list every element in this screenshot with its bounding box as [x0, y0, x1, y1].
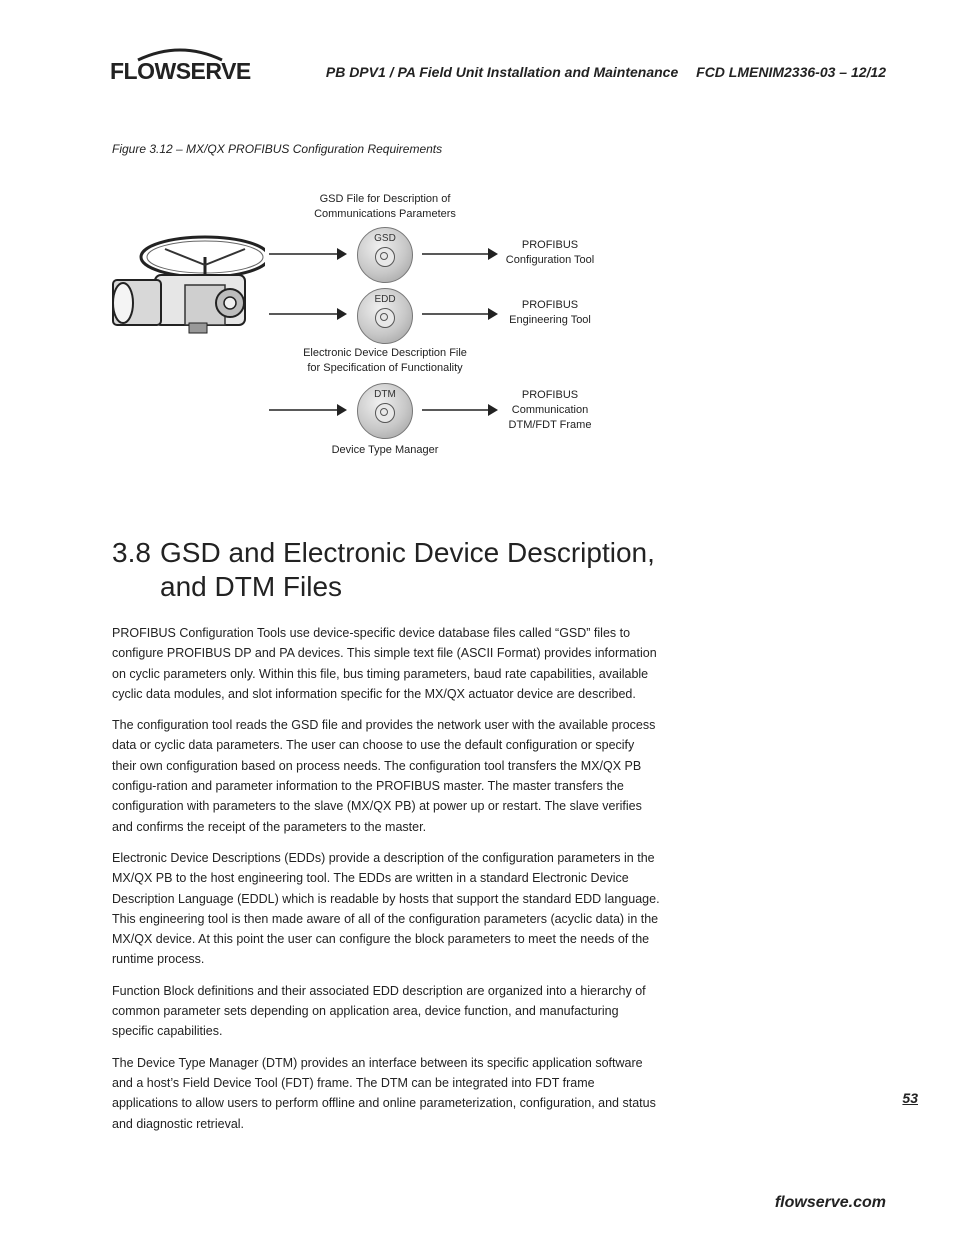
edd-disc: [357, 288, 413, 344]
page-number: 53: [902, 1090, 918, 1106]
out3-line-1: PROFIBUS: [521, 389, 579, 401]
gsd-label-line-2: Communications Parameters: [314, 208, 456, 220]
edd-disc-label: EDD: [374, 294, 396, 305]
figure-caption: Figure 3.12 – MX/QX PROFIBUS Configuration Requirements: [112, 142, 443, 156]
paragraph: Function Block definitions and their associated EDD description are organized into a hierarchy of common parameter sets depending on application area, device function, and manufacturing specific capabilities.: [112, 983, 646, 1039]
edd-label-line-2: for Specification of Functionality: [307, 362, 463, 374]
disc-hub-icon: [375, 247, 395, 267]
paragraph: PROFIBUS Configuration Tools use device-specific device database files called “GSD” files to configure PROFIBUS DP and PA devices. This simple text file (ASCII Format) provides information on cyclic parameters only. Within this file, bus timing parameters, baud rate capabilities, available cyclic data modules, and slot information specific for the MX/QX actuator device are described.: [112, 626, 657, 701]
section-title-line-2: and DTM Files: [160, 571, 343, 602]
profibus-config-figure: [105, 185, 665, 470]
gsd-disc: [357, 227, 413, 283]
out1-line-2: Configuration Tool: [505, 254, 595, 266]
paragraph: The configuration tool reads the GSD file and provides the network user with the available process data or cyclic data parameters. The user can choose to use the default configuration or specify their own configuration based on process needs. The configuration tool transfers the MX/QX PB configu-ration and parameter information to the PROFIBUS master. The master transfers the configuration with parameters to the slave (MX/QX PB) at power up or restart. The slave verifies and confirms the receipt of the parameters to the master.: [112, 718, 656, 834]
section-heading: [112, 536, 655, 604]
gsd-disc-label: GSD: [374, 233, 396, 244]
disc-hub-icon: [375, 308, 395, 328]
section-number: 3.8: [112, 537, 151, 568]
body-text: [112, 623, 660, 1145]
gsd-label-line-1: GSD File for Description of: [319, 193, 451, 205]
section-title-line-1: GSD and Electronic Device Description,: [160, 537, 655, 568]
document-title: PB DPV1 / PA Field Unit Installation and Maintenance: [325, 64, 679, 80]
dtm-description-label: Device Type Manager: [331, 444, 439, 456]
edd-description-label: [285, 346, 485, 376]
logo-wordmark: FLOWSERVE: [110, 58, 251, 84]
running-header: [326, 64, 886, 80]
edd-label-line-1: Electronic Device Description File: [303, 347, 467, 359]
actuator-illustration: [105, 235, 265, 385]
document-code: FCD LMENIM2336-03 – 12/12: [696, 64, 886, 80]
profibus-configuration-tool-label: [490, 238, 610, 268]
profibus-engineering-tool-label: [490, 298, 610, 328]
out3-line-2: Communication: [511, 404, 589, 416]
flowserve-logo: [110, 44, 250, 92]
out2-line-2: Engineering Tool: [509, 314, 591, 326]
paragraph: Electronic Device Descriptions (EDDs) provide a description of the configuration parameters in the MX/QX PB to the host engineering tool. The EDDs are written in a standard Electronic Device Description Language (EDDL) which is readable by hosts that support the standard EDD language. This engineering tool is then made aware of all of the configuration parameters (acyclic data) in the MX/QX device. At this point the user can configure the block parameters to meet the needs of the runtime process.: [112, 850, 660, 967]
gsd-description-label: [285, 192, 485, 222]
footer-url: flowserve.com: [774, 1194, 886, 1211]
disc-hub-icon: [375, 403, 395, 423]
out2-line-1: PROFIBUS: [521, 299, 579, 311]
out1-line-1: PROFIBUS: [521, 239, 579, 251]
dtm-disc-label: DTM: [374, 389, 396, 400]
paragraph: The Device Type Manager (DTM) provides an interface between its specific application software and a host’s Field Device Tool (FDT) frame. The DTM can be integrated into FDT frame applications to allow users to perform offline and online parameterization, configuration, and status and diagnostic retrieval.: [112, 1055, 656, 1131]
dtm-disc: [357, 383, 413, 439]
out3-line-3: DTM/FDT Frame: [508, 419, 592, 431]
profibus-dtm-fdt-frame-label: [490, 388, 610, 433]
